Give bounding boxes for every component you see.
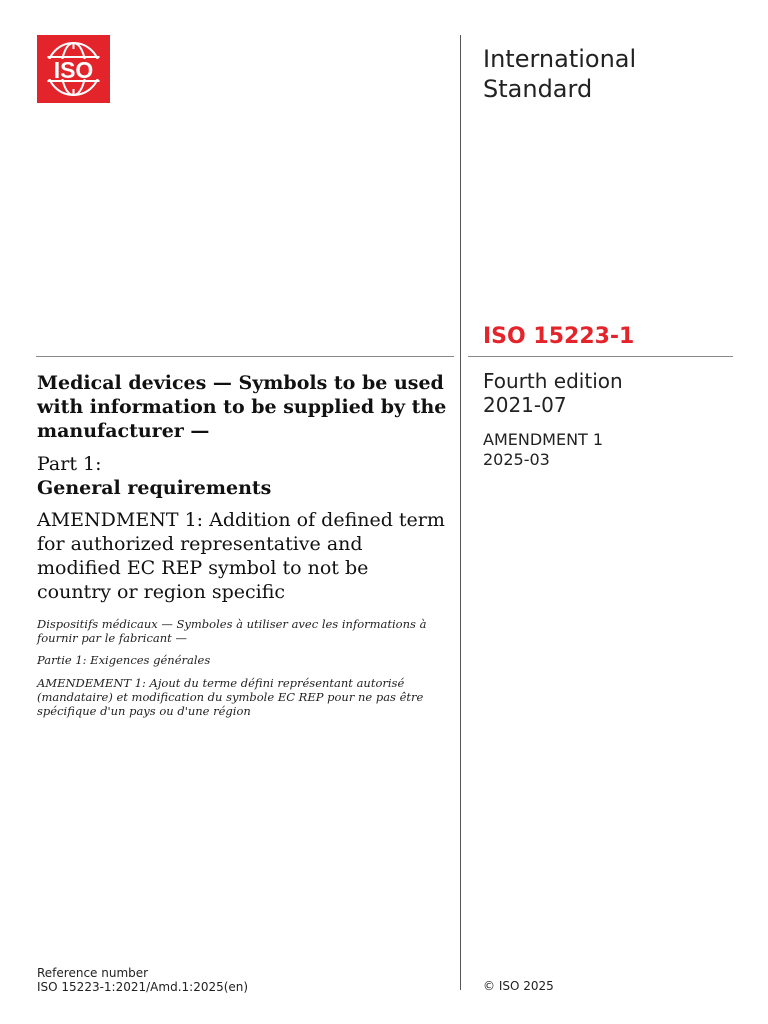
edition-label: Fourth edition xyxy=(483,369,623,393)
amendment-date: 2025-03 xyxy=(483,450,550,469)
iso-logo-text: ISO xyxy=(53,57,94,83)
iso-logo xyxy=(37,35,110,103)
document-title: Medical devices — Symbols to be used with information to be supplied by the manufacturer — xyxy=(37,372,447,442)
reference-number: ISO 15223-1:2021/Amd.1:2025(en) xyxy=(37,980,249,994)
reference-number-block xyxy=(37,966,248,994)
document-type-line-1: International xyxy=(483,45,637,73)
french-amendment-title: AMENDEMENT 1: Ajout du terme défini représentant autorisé (mandataire) et modification du symbole EC REP pour ne pas être spécifique d'un pays ou d'une région xyxy=(37,676,424,718)
amendment-info xyxy=(483,430,603,470)
copyright: © ISO 2025 xyxy=(483,979,554,993)
reference-label: Reference number xyxy=(37,966,149,980)
part-title: General requirements xyxy=(37,477,272,499)
horizontal-divider-left xyxy=(36,356,454,357)
vertical-divider xyxy=(460,35,461,990)
standard-number: ISO 15223-1 xyxy=(483,324,635,349)
french-title: Dispositifs médicaux — Symboles à utiliser avec les informations à fournir par le fabricant — xyxy=(37,617,427,645)
document-type xyxy=(483,44,733,104)
document-type-line-2: Standard xyxy=(483,75,593,103)
iso-globe-logo-icon xyxy=(37,35,110,103)
amendment-title: AMENDMENT 1: Addition of defined term for authorized representative and modified EC REP symbol to not be country or region specific xyxy=(37,509,445,603)
part-label: Part 1: xyxy=(37,453,102,475)
edition-info xyxy=(483,369,623,417)
horizontal-divider-right xyxy=(468,356,733,357)
french-part-title: Partie 1: Exigences générales xyxy=(37,653,211,667)
edition-date: 2021-07 xyxy=(483,393,567,417)
amendment-label: AMENDMENT 1 xyxy=(483,430,604,449)
